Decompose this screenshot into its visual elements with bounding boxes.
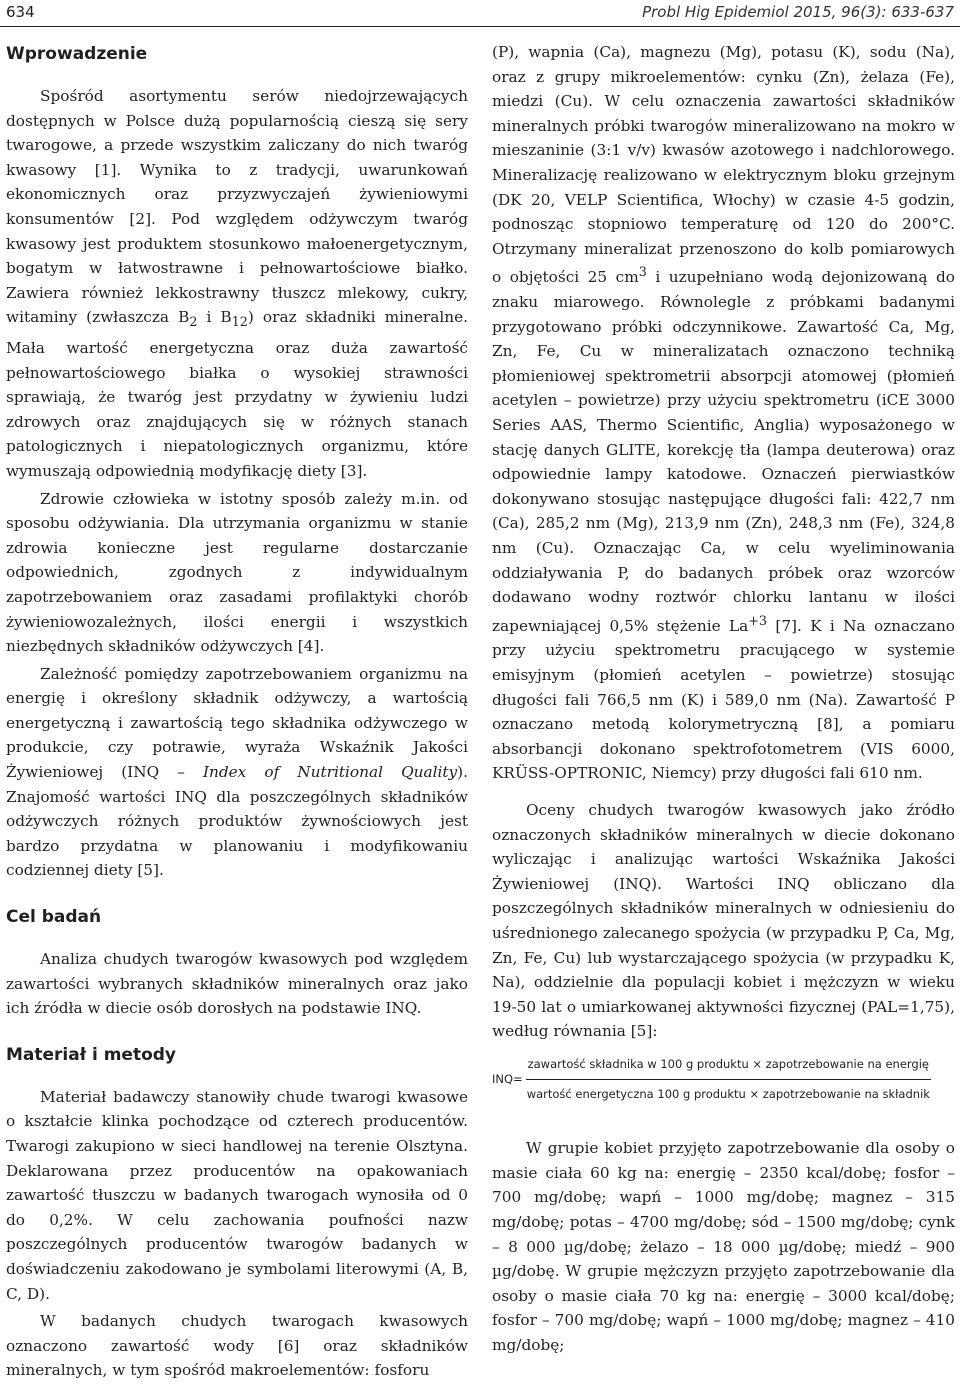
intro-paragraph-2: Zdrowie człowieka w istotny sposób zależy m.in. od sposobu odżywiania. Dla utrzymania organizmu w stanie zdrowia konieczne jest regularne dostarczanie odpowiednich, zgodnych z indywidualnym zapotrzebowaniem oraz zasadami profilaktyki chorób żywieniowozależnych, ilości energii i wszystkich niezbędnych składników odżywczych [4]. [6,489,468,656]
text-run: [7]. K i Na oznaczano przy użyciu spektrometru pracującego w systemie emisyjnym (płomień acetylen – powietrze) stosując długości fali 766,5 nm (K) i 589,0 nm (Na). Zawartość P oznaczano metodą kolorymetryczną [8], a pomiaru absorbancji dokonano spektrofotometrem (VIS 6000, KRÜSS-OPTRONIC, Niemcy) przy długości fali 610 nm. [492,616,955,783]
aim-paragraph: Analiza chudych twarogów kwasowych pod względem zawartości wybranych składników mineralnych oraz jako ich źródła w diecie osób dorosłych na podstawie INQ. [6,950,468,1018]
text-run: ). Znajomość wartości INQ dla poszczególnych składników odżywczych różnych produktów żywnościowych jest bardzo przydatna w planowaniu i modyfikowaniu codziennej diety [5]. [6,763,468,880]
page-number: 634 [6,3,35,21]
text-run: Zależność pomiędzy zapotrzebowaniem organizmu na energię i określony składnik odżywczy, a wartością energetyczną i zawartością tego składnika odżywczego w produkcie, czy potrawie, wyraża Wskaźnik Jakości Żywieniowej (INQ – [6,664,468,782]
methods-paragraph-2: W badanych chudych twarogach kwasowych oznaczono zawartość wody [6] oraz składników mineralnych, w tym spośród makroelementów: fosforu [6,1312,468,1380]
section-heading-introduction: Wprowadzenie [6,44,148,64]
right-column [492,40,955,1357]
text-run: Spośród asortymentu serów niedojrzewających dostępnych w Polsce dużą popularnością cieszą się sery twarogowe, a przede wszystkim zaliczany do nich twaróg kwasowy [1]. Wynika to z tradycji, uwarunkowań ekonomicznych oraz przyzwyczajeń żywieniowymi konsumentów [2]. Pod względem odżywczym twaróg kwasowy jest produktem stosunkowo małoenergetycznym, bogatym w łatwostrawne i pełnowartościowe białko. Zawiera również lekkostrawny tłuszcz mlekowy, cukry, witaminy (zwłaszcza B [6,87,468,327]
superscript: 3 [638,265,647,281]
running-header [0,0,960,27]
text-run: ) oraz składniki mineralne. Mała wartość energetyczna oraz duża zawartość pełnowartościowego białka o wysokiej strawności sprawiają, że twaróg jest przydatny w żywieniu ludzi zdrowych oraz znajdujących się w różnych stanach patologicznych i niepatologicznych organizmu, które wymuszają odpowiednią modyfikację diety [3]. [6,308,469,480]
methods-paragraph-3 [492,40,955,786]
intro-paragraph-3 [6,662,468,883]
methods-paragraph-4: Oceny chudych twarogów kwasowych jako źródło oznaczonych składników mineralnych w diecie dokonano wyliczając i analizując wartości Wskaźnika Jakości Żywieniowej (INQ). Wartości INQ obliczano dla poszczególnych składników mineralnych w odniesieniu do uśrednionego zalecanego spożycia (w przypadku P, Ca, Mg, Zn, Fe, Cu) lub wystarczającego spożycia (w przypadku K, Na), oddzielnie dla populacji kobiet i mężczyzn w wieku 19-50 lat o umiarkowanej aktywności fizycznej (PAL=1,75), według równania [5]: [492,801,955,1041]
left-column [6,42,468,1383]
formula-fraction [525,1052,932,1106]
text-run: i B [197,308,232,327]
inq-formula [492,1052,955,1106]
text-run: i uzupełniano wodą dejonizowaną do znaku miarowego. Równolegle z próbkami badanymi przygotowano próbki odczynnikowe. Zawartość Ca, Mg, Zn, Fe, Cu w mineralizatach oznaczono techniką płomieniowej spektrometrii absorpcji atomowej (płomień acetylen – powietrze) przy użyciu spektrometru (iCE 3000 Series AAS, Thermo Scientific, Anglia) wyposażonego w stację danych GLITE, korekcję tła (lampa deuterowa) oraz odpowiednie lampy katodowe. Oznaczeń pierwiastków dokonywano stosując następujące długości fali: 422,7 nm (Ca), 285,2 nm (Mg), 213,9 nm (Zn), 248,3 nm (Fe), 324,8 nm (Cu). Oznaczając Ca, w celu wyeliminowania oddziaływania P, do badanych próbek oraz wzorców dodawano wodny roztwór chlorku lantanu w ilości zapewniającej 0,5% stężenie La [492,268,955,635]
section-heading-methods: Materiał i metody [6,1044,176,1065]
methods-paragraph-1: Materiał badawczy stanowiły chude twarogi kwasowe o kształcie klinka pochodzące od czterech producentów. Twarogi zakupiono w sieci handlowej na terenie Olsztyna. Deklarowana przez producentów na opakowaniach zawartość tłuszczu w badanych twarogach wynosiła od 0 do 0,2%. W celu zachowania poufności nazw poszczególnych producentów twarogów badanych w doświadczeniu zakodowano je symbolami literowymi (A, B, C, D). [6,1087,468,1303]
intro-paragraph-1 [6,84,468,484]
formula-lhs: INQ= [492,1071,523,1086]
subscript: 2 [189,315,198,331]
subscript: 12 [231,315,248,331]
journal-citation: Probl Hig Epidemiol 2015, 96(3): 633-637 [642,3,954,21]
superscript: +3 [748,613,768,629]
text-run: (P), wapnia (Ca), magnezu (Mg), potasu (K), sodu (Na), oraz z grupy mikroelementów: cynku (Zn), żelaza (Fe), miedzi (Cu). W celu oznaczenia zawartości składników mineralnych próbki twarogów mineralizowano na mokro w mieszaninie (3:1 v/v) kwasów azotowego i nadchlorowego. Mineralizację realizowano w elektrycznym bloku grzejnym (DK 20, VELP Scientifica, Włochy) w czasie 4-5 godzin, podnosząc stopniowo temperaturę od 120 do 200°C. Otrzymany mineralizat przenoszono do kolb pomiarowych o objętości 25 cm [492,43,955,287]
formula-denominator: wartość energetyczna 100 g produktu × zapotrzebowanie na składnik [526,1086,930,1101]
methods-paragraph-5: W grupie kobiet przyjęto zapotrzebowanie dla osoby o masie ciała 60 kg na: energię – 2350 kcal/dobę; fosfor – 700 mg/dobę; wapń – 1000 mg/dobę; magnez – 315 mg/dobę; potas – 4700 mg/dobę; sód – 1500 mg/dobę; cynk – 8 000 µg/dobę; żelazo – 18 000 µg/dobę; miedź – 900 µg/dobę. W grupie mężczyzn przyjęto zapotrzebowanie dla osoby o masie ciała 70 kg na: energię – 3000 kcal/dobę; fosfor – 700 mg/dobę; wapń – 1000 mg/dobę; magnez – 410 mg/dobę; [492,1139,955,1354]
italic-term: Index of Nutritional Quality [202,763,458,782]
section-heading-aim: Cel badań [6,907,102,928]
formula-numerator: zawartość składnika w 100 g produktu × zapotrzebowanie na energię [526,1052,931,1080]
